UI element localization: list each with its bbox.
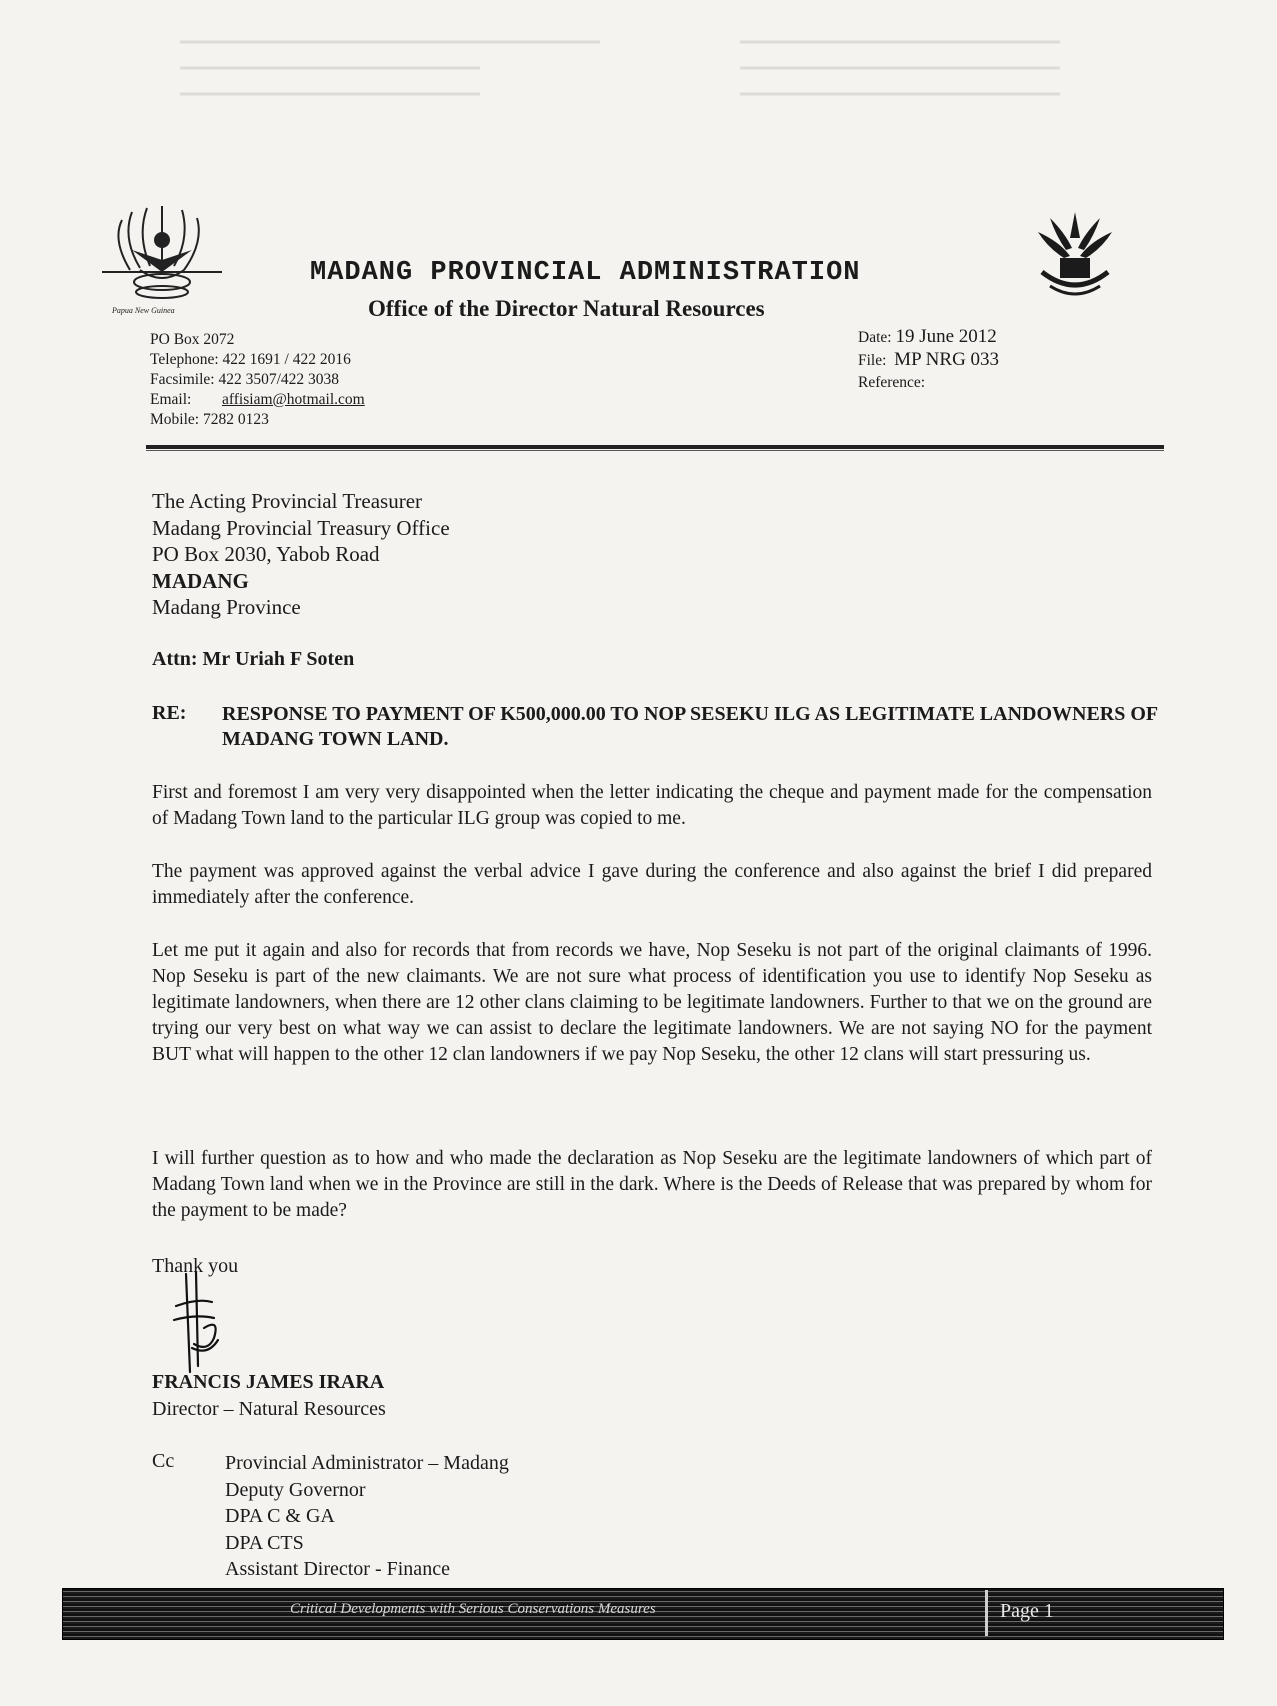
date-line (858, 326, 999, 349)
attention-line: Attn: Mr Uriah F Soten (152, 648, 355, 670)
body-paragraph-2: The payment was approved against the verbal advice I gave during the conference and also against the brief I did prepared immediately after the conference. (152, 861, 1152, 908)
cc-item: Provincial Administrator – Madang (225, 1452, 509, 1474)
signatory-name: FRANCIS JAMES IRARA (152, 1371, 385, 1393)
subject-text: RESPONSE TO PAYMENT OF K500,000.00 TO NOP SESEKU ILG AS LEGITIMATE LANDOWNERS OF MADANG TOWN LAND. (222, 703, 1158, 750)
reference-label: Reference: (858, 374, 926, 391)
recipient-line: The Acting Provincial Treasurer (152, 489, 423, 513)
letter-meta (858, 326, 999, 394)
po-box: PO Box 2072 (150, 331, 235, 348)
bleed-through-marks (180, 28, 1080, 108)
mobile: Mobile: 7282 0123 (150, 411, 269, 428)
organization-name: MADANG PROVINCIAL ADMINISTRATION (310, 258, 861, 288)
recipient-line: Madang Provincial Treasury Office (152, 515, 450, 540)
signatory-title: Director – Natural Resources (152, 1398, 386, 1420)
facsimile: Facsimile: 422 3507/422 3038 (150, 371, 340, 388)
file-line (858, 349, 999, 372)
header-divider (146, 445, 1164, 449)
footer-separator (985, 1590, 988, 1636)
body-paragraph-3: Let me put it again and also for records that from records we have, Nop Seseku is not part of the original claimants of 1996. Nop Seseku is part of the new claimants. We are not sure what process of identification you use to identify Nop Seseku as legitimate landowners, when there are 12 other clans claiming to be legitimate landowners. Further to that we on the ground are trying our very best on what way we can assist to declare the legitimate landowners. We are not saying NO for the payment BUT what will happen to the other 12 clan landowners if we pay Nop Seseku, the other 12 clans will start pressuring us. (152, 940, 1152, 1065)
cc-item: Deputy Governor (225, 1478, 366, 1501)
subject-label: RE: (152, 702, 187, 724)
telephone: Telephone: 422 1691 / 422 2016 (150, 351, 351, 368)
email-line (150, 390, 365, 410)
body-paragraph-1: First and foremost I am very very disappointed when the letter indicating the cheque and payment made for the compensation of Madang Town land to the particular ILG group was copied to me. (152, 782, 1152, 829)
handwritten-signature (168, 1268, 238, 1378)
file-value: MP NRG 033 (894, 349, 1000, 370)
header-divider-thin (146, 450, 1164, 451)
recipient-address (152, 488, 450, 621)
date-label: Date: (858, 329, 892, 346)
cc-list (225, 1450, 509, 1583)
file-label: File: (858, 352, 887, 369)
email-label: Email: (150, 391, 192, 408)
page-number: Page 1 (1000, 1600, 1054, 1622)
recipient-line: Madang Province (152, 595, 301, 619)
recipient-town: MADANG (152, 568, 249, 593)
png-national-emblem-icon (92, 200, 232, 318)
body-paragraph-4: I will further question as to how and who made the declaration as Nop Seseku are the legitimate landowners of which part of Madang Town land when we in the Province are still in the dark. Where is the Deeds of Release that was prepared by whom for the payment to be made? (152, 1148, 1152, 1221)
office-name: Office of the Director Natural Resources (368, 296, 765, 321)
cc-item: DPA C & GA (225, 1505, 335, 1527)
email-link[interactable]: affisiam@hotmail.com (222, 391, 365, 408)
cc-label: Cc (152, 1450, 175, 1472)
crest-caption: Papua New Guinea (112, 306, 175, 315)
cc-item: DPA CTS (225, 1531, 304, 1554)
contact-block (150, 330, 365, 430)
date-value: 19 June 2012 (895, 326, 997, 347)
madang-province-emblem-icon (1030, 208, 1120, 304)
cc-item: Assistant Director - Finance (225, 1558, 450, 1580)
recipient-line: PO Box 2030, Yabob Road (152, 542, 380, 566)
closing: Thank you (152, 1255, 239, 1277)
footer-tagline: Critical Developments with Serious Conservations Measures (290, 1601, 656, 1617)
